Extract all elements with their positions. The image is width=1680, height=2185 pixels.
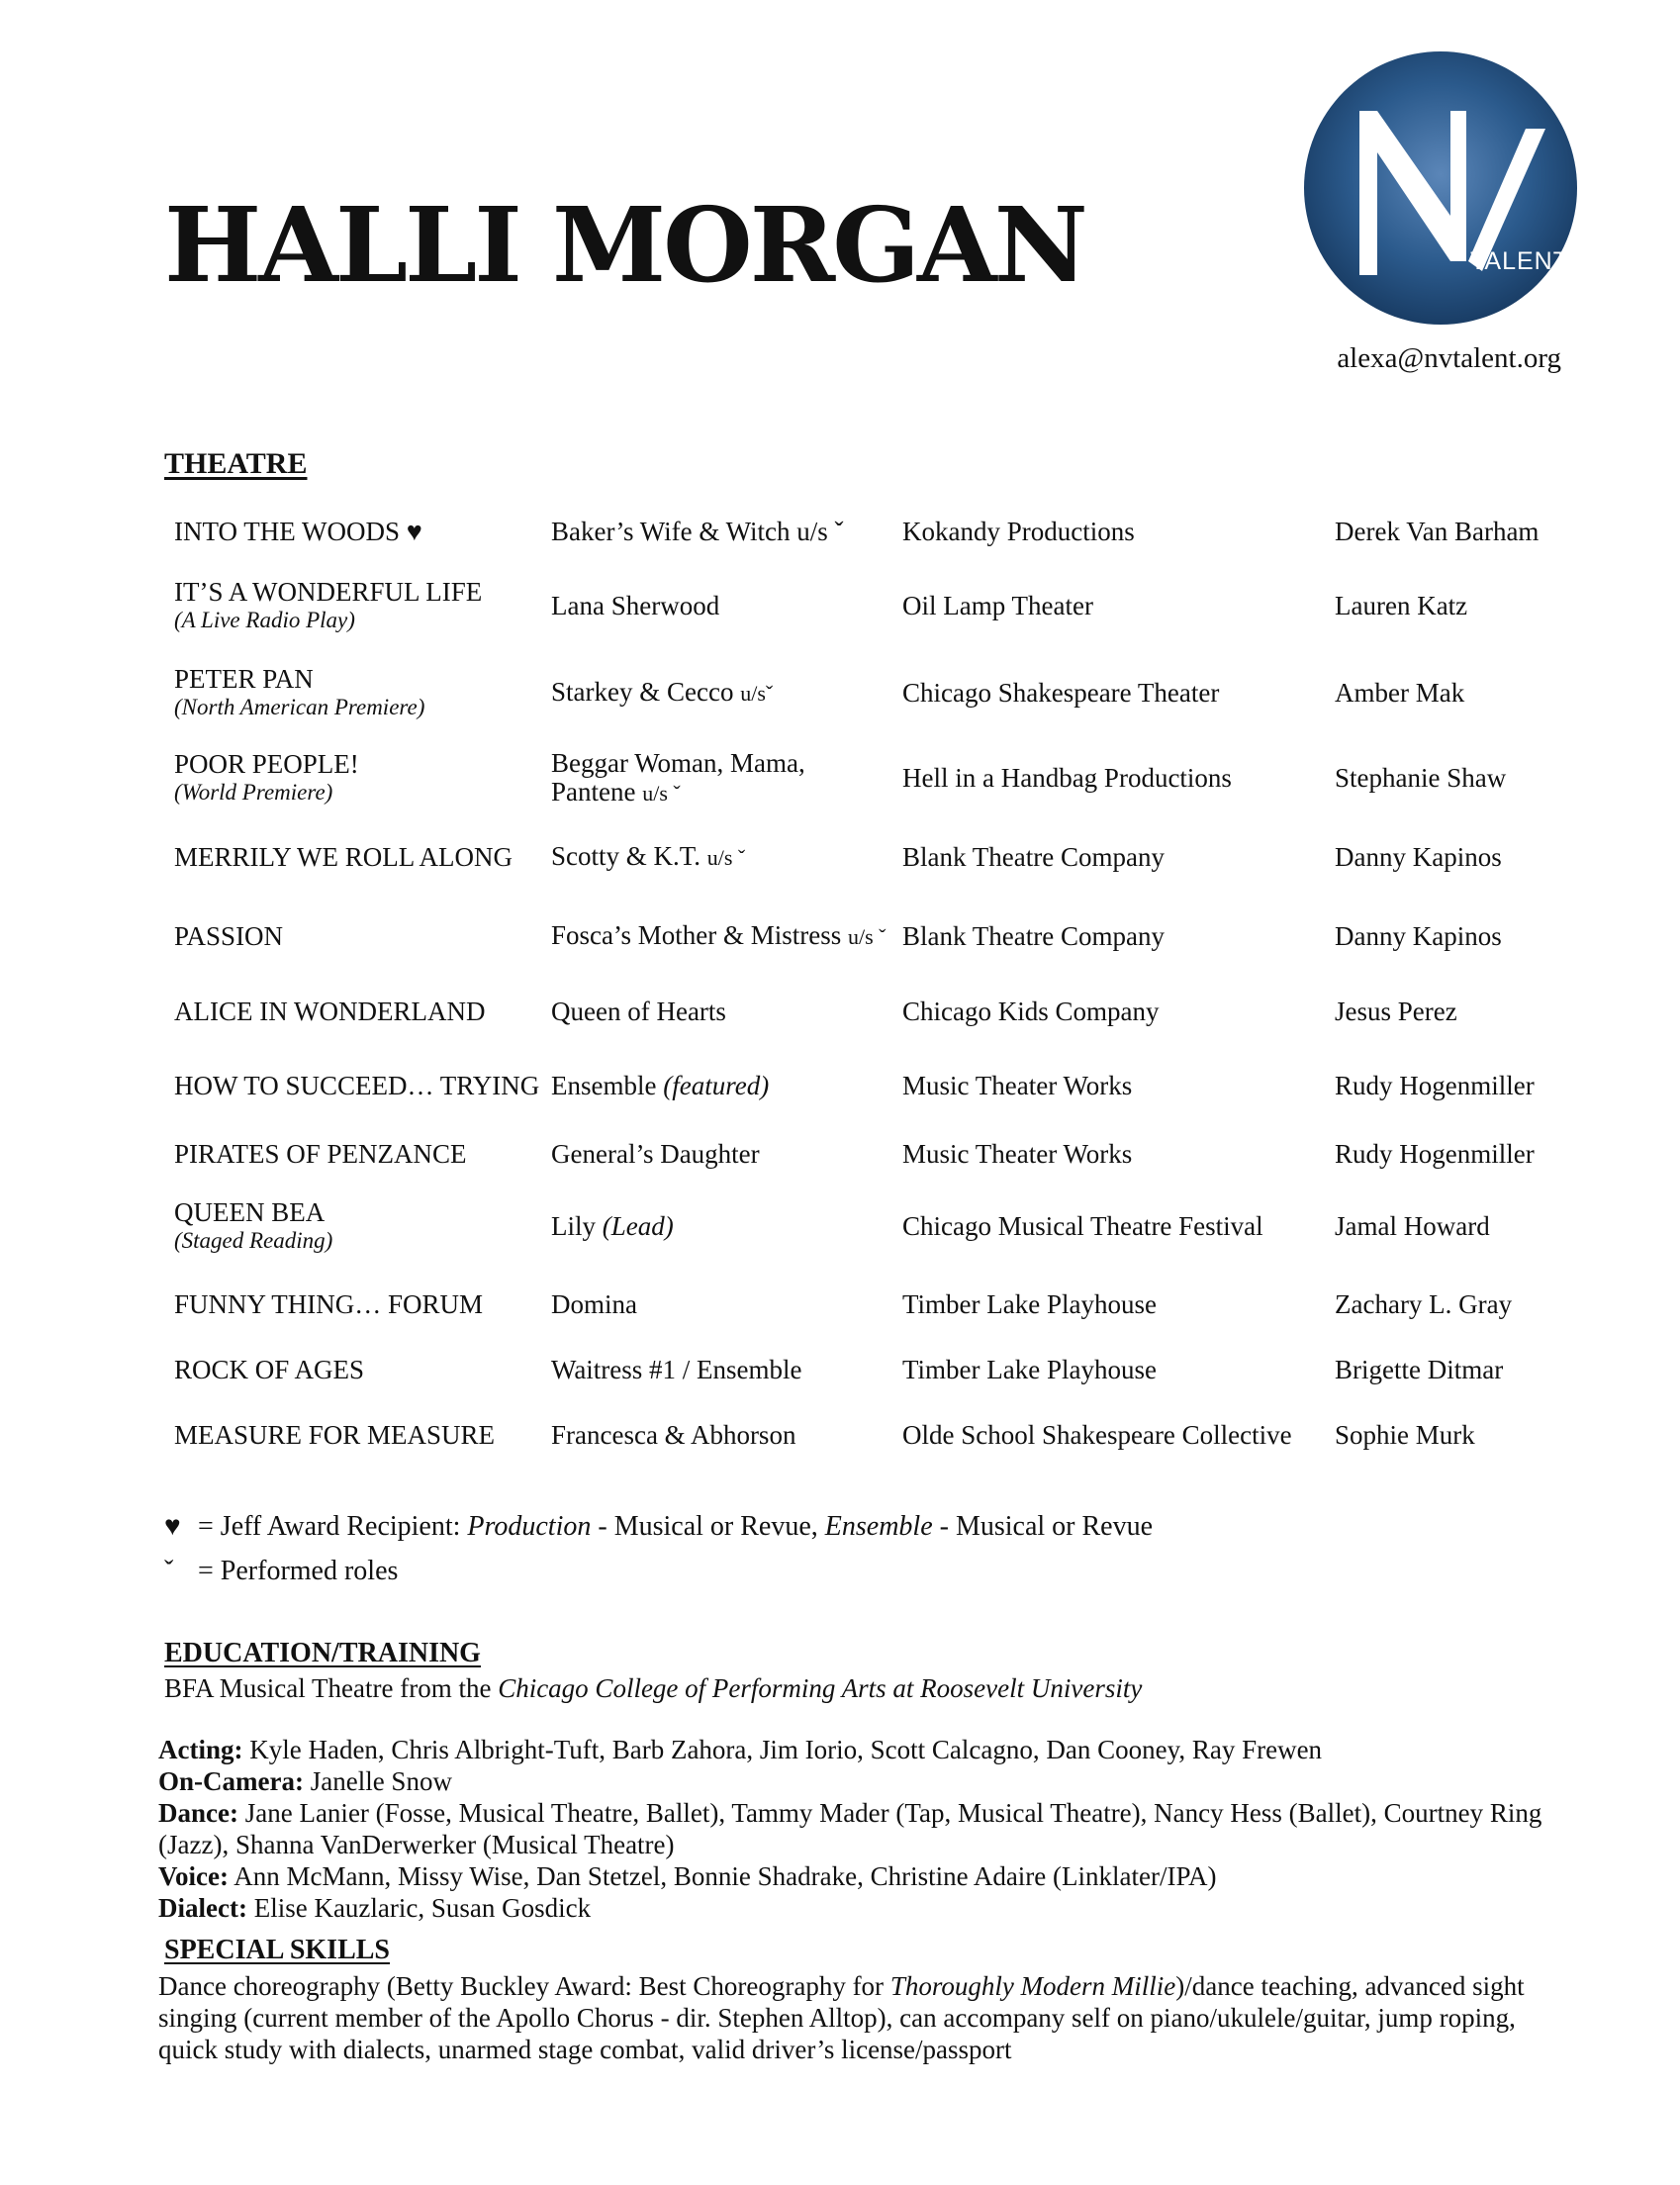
company: Olde School Shakespeare Collective xyxy=(902,1419,1292,1450)
show-title: HOW TO SUCCEED… TRYING xyxy=(174,1070,540,1100)
show-title: MEASURE FOR MEASURE xyxy=(174,1419,496,1450)
director: Zachary L. Gray xyxy=(1335,1288,1513,1319)
training-voice: Voice: Ann McMann, Missy Wise, Dan Stetzel, Bonnie Shadrake, Christine Adaire (Linklater/IPA) xyxy=(158,1861,1217,1891)
company: Blank Theatre Company xyxy=(902,920,1165,951)
show-title: ALICE IN WONDERLAND xyxy=(174,996,486,1026)
role: General’s Daughter xyxy=(551,1138,760,1169)
skills-text: Dance choreography (Betty Buckley Award: Best Choreography for Thoroughly Modern Millie)/dance teaching, advanced sight singing (current member of the Apollo Chorus - dir. Stephen Alltop), can accompany self on piano/ukulele/guitar, jump roping, quick study with dialects, unarmed stage combat, valid driver’s license/passport xyxy=(158,1971,1525,2064)
director: Rudy Hogenmiller xyxy=(1335,1070,1535,1100)
theatre-row xyxy=(164,1125,1569,1183)
training-dance: Dance: Jane Lanier (Fosse, Musical Theatre, Ballet), Tammy Mader (Tap, Musical Theatre), Nancy Hess (Ballet), Courtney Ring (Jazz), Shanna VanDerwerker (Musical Theatre) xyxy=(158,1798,1542,1859)
role: Ensemble (featured) xyxy=(551,1070,770,1100)
role: Lily (Lead) xyxy=(551,1210,674,1241)
show-title: PETER PAN (North American Premiere) xyxy=(164,648,541,737)
show-subtitle: (World Premiere) xyxy=(174,779,333,805)
director: Derek Van Barham xyxy=(1335,516,1540,546)
legend-check: ˇ = Performed roles xyxy=(164,1556,399,1586)
nv-talent-logo xyxy=(1302,49,1579,327)
director: Jamal Howard xyxy=(1335,1210,1490,1241)
show-title: POOR PEOPLE! (World Premiere) xyxy=(164,737,541,818)
director: Jesus Perez xyxy=(1335,996,1457,1026)
theatre-row xyxy=(164,648,1569,737)
show-title: IT’S A WONDERFUL LIFE (A Live Radio Play) xyxy=(164,563,541,648)
role: Starkey & Cecco u/sˇ xyxy=(551,677,774,707)
company: Chicago Musical Theatre Festival xyxy=(902,1210,1263,1241)
company: Blank Theatre Company xyxy=(902,841,1165,872)
role: Beggar Woman, Mama, Pantene u/s ˇ xyxy=(551,747,805,807)
company: Chicago Shakespeare Theater xyxy=(902,677,1220,708)
contact-email[interactable]: alexa@nvtalent.org xyxy=(1337,342,1561,374)
role: Waitress #1 / Ensemble xyxy=(551,1354,802,1384)
company: Oil Lamp Theater xyxy=(902,590,1093,620)
training-list xyxy=(158,1734,1563,1924)
director: Stephanie Shaw xyxy=(1335,762,1507,793)
training-oncamera: On-Camera: Janelle Snow xyxy=(158,1766,452,1796)
theatre-row xyxy=(164,1183,1569,1270)
theatre-row xyxy=(164,1270,1569,1339)
show-title: MERRILY WE ROLL ALONG xyxy=(174,841,513,872)
show-title: PIRATES OF PENZANCE xyxy=(174,1138,467,1169)
theatre-heading: THEATRE xyxy=(164,447,308,480)
education-degree: BFA Musical Theatre from the Chicago College of Performing Arts at Roosevelt University xyxy=(164,1673,1143,1703)
theatre-row xyxy=(164,1400,1569,1470)
show-subtitle: (North American Premiere) xyxy=(174,694,425,719)
performer-name: HALLI MORGAN xyxy=(164,184,1085,306)
company: Timber Lake Playhouse xyxy=(902,1354,1157,1384)
company: Timber Lake Playhouse xyxy=(902,1288,1157,1319)
show-subtitle: (Staged Reading) xyxy=(174,1227,333,1253)
role: Lana Sherwood xyxy=(551,590,720,620)
role: Scotty & K.T. u/s ˇ xyxy=(551,841,746,871)
company: Chicago Kids Company xyxy=(902,996,1160,1026)
skills-heading: SPECIAL SKILLS xyxy=(164,1935,390,1965)
company: Music Theater Works xyxy=(902,1138,1133,1169)
training-dialect: Dialect: Elise Kauzlaric, Susan Gosdick xyxy=(158,1893,592,1923)
director: Sophie Murk xyxy=(1335,1419,1475,1450)
director: Danny Kapinos xyxy=(1335,920,1502,951)
role: Queen of Hearts xyxy=(551,996,726,1026)
company: Music Theater Works xyxy=(902,1070,1133,1100)
theatre-row xyxy=(164,896,1569,977)
theatre-row xyxy=(164,1339,1569,1400)
training-acting: Acting: Kyle Haden, Chris Albright-Tuft, Barb Zahora, Jim Iorio, Scott Calcagno, Dan Cooney, Ray Frewen xyxy=(158,1735,1323,1764)
show-title: FUNNY THING… FORUM xyxy=(174,1288,484,1319)
company: Kokandy Productions xyxy=(902,516,1135,546)
theatre-credits-table xyxy=(164,500,1569,1470)
director: Brigette Ditmar xyxy=(1335,1354,1504,1384)
theatre-row xyxy=(164,818,1569,896)
show-title: ROCK OF AGES xyxy=(174,1354,365,1384)
theatre-row xyxy=(164,500,1569,563)
director: Rudy Hogenmiller xyxy=(1335,1138,1535,1169)
director: Danny Kapinos xyxy=(1335,841,1502,872)
show-title: PASSION xyxy=(174,920,284,951)
theatre-row xyxy=(164,977,1569,1046)
director: Amber Mak xyxy=(1335,677,1465,708)
show-title: INTO THE WOODS ♥ xyxy=(174,516,422,546)
role: Domina xyxy=(551,1288,637,1319)
theatre-row xyxy=(164,737,1569,818)
theatre-row xyxy=(164,563,1569,648)
show-subtitle: (A Live Radio Play) xyxy=(174,607,355,632)
heart-icon: ♥ xyxy=(164,1511,181,1542)
role: Francesca & Abhorson xyxy=(551,1419,796,1450)
theatre-row xyxy=(164,1046,1569,1125)
role: Fosca’s Mother & Mistress u/s ˇ xyxy=(551,920,887,950)
role: Baker’s Wife & Witch u/s ˇ xyxy=(551,516,844,546)
company: Hell in a Handbag Productions xyxy=(902,762,1232,793)
logo-text: TALENT xyxy=(1470,247,1569,275)
caron-icon: ˇ xyxy=(164,1556,174,1586)
education-heading: EDUCATION/TRAINING xyxy=(164,1638,481,1668)
legend-heart: ♥ = Jeff Award Recipient: Production - Musical or Revue, Ensemble - Musical or Revue xyxy=(164,1511,1154,1542)
director: Lauren Katz xyxy=(1335,590,1468,620)
show-title: QUEEN BEA (Staged Reading) xyxy=(164,1183,541,1270)
